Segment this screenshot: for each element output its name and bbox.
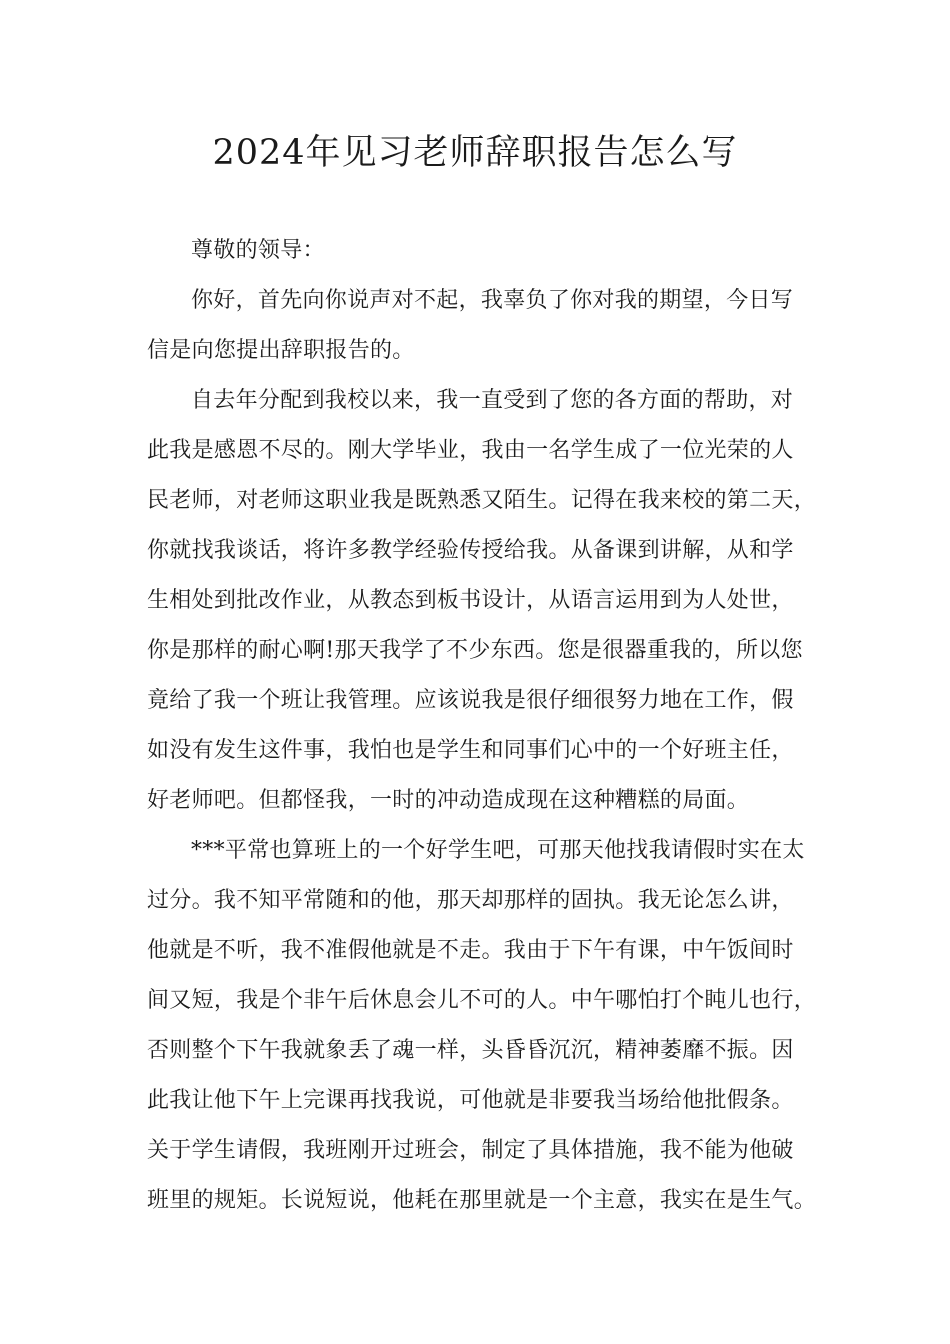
paragraph-line: 间又短，我是个非午后休息会儿不可的人。中午哪怕打个盹儿也行， [147, 988, 817, 1013]
paragraph-line: 信是向您提出辞职报告的。 [147, 338, 415, 363]
paragraph-line: 此我让他下午上完课再找我说，可他就是非要我当场给他批假条。 [147, 1088, 794, 1113]
paragraph-line: 生相处到批改作业，从教态到板书设计，从语言运用到为人处世， [147, 588, 794, 613]
paragraph-line: 你是那样的耐心啊!那天我学了不少东西。您是很器重我的，所以您 [147, 638, 803, 663]
paragraph-line: 他就是不听，我不准假他就是不走。我由于下午有课，中午饭间时 [147, 938, 794, 963]
paragraph-line: 你就找我谈话，将许多教学经验传授给我。从备课到讲解，从和学 [147, 538, 794, 563]
paragraph-line: 否则整个下午我就象丢了魂一样，头昏昏沉沉，精神萎靡不振。因 [147, 1038, 794, 1063]
paragraph-line: 如没有发生这件事，我怕也是学生和同事们心中的一个好班主任， [147, 738, 794, 763]
salutation: 尊敬的领导： [191, 238, 325, 263]
document-title: 2024年见习老师辞职报告怎么写 [212, 133, 738, 173]
paragraph-line: 竟给了我一个班让我管理。应该说我是很仔细很努力地在工作，假 [147, 688, 794, 713]
paragraph-line: 此我是感恩不尽的。刚大学毕业，我由一名学生成了一位光荣的人 [147, 438, 794, 463]
paragraph-line: 自去年分配到我校以来，我一直受到了您的各方面的帮助，对 [191, 388, 794, 413]
paragraph-line: 你好，首先向你说声对不起，我辜负了你对我的期望，今日写 [191, 288, 794, 313]
paragraph-line: 过分。我不知平常随和的他，那天却那样的固执。我无论怎么讲， [147, 888, 794, 913]
paragraph-line: 民老师，对老师这职业我是既熟悉又陌生。记得在我来校的第二天， [147, 488, 817, 513]
paragraph-line: 好老师吧。但都怪我，一时的冲动造成现在这种糟糕的局面。 [147, 788, 750, 813]
paragraph-line: ***平常也算班上的一个好学生吧，可那天他找我请假时实在太 [191, 838, 805, 863]
paragraph-line: 关于学生请假，我班刚开过班会，制定了具体措施，我不能为他破 [147, 1138, 794, 1163]
paragraph-line: 班里的规矩。长说短说，他耗在那里就是一个主意，我实在是生气。 [147, 1188, 817, 1213]
